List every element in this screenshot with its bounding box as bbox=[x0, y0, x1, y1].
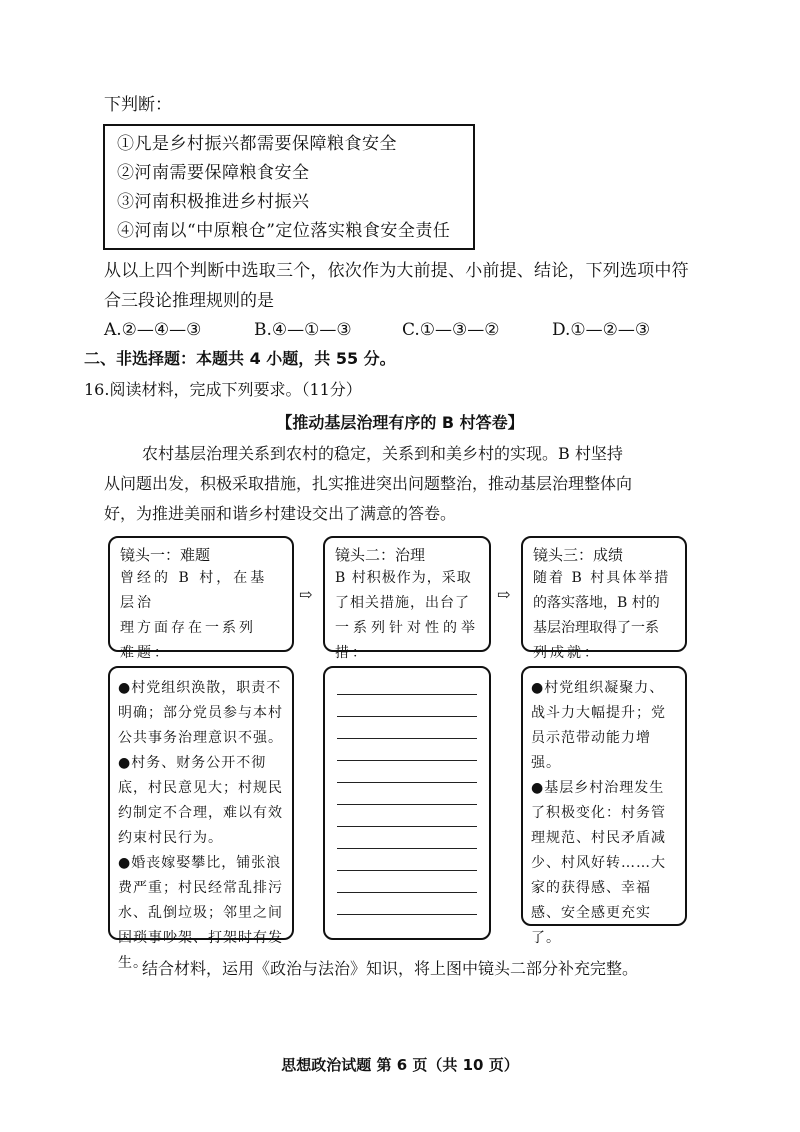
arrow-right-icon: ⇨ bbox=[299, 585, 313, 604]
paragraph-line-2: 从问题出发，积极采取措施，扎实推进突出问题整治，推动基层治理整体向 bbox=[104, 474, 633, 493]
shot-1-bullet-3: ●婚丧嫁娶攀比，铺张浪费严重；村民经常乱排污水、乱倒垃圾；邻里之间因琐事吵架、打架时有发生。 bbox=[118, 855, 283, 971]
paragraph-line-1: 农村基层治理关系到农村的稳定，关系到和美乡村的实现。B 村坚持 bbox=[142, 444, 623, 463]
judgment-box bbox=[103, 124, 475, 250]
answer-line bbox=[337, 738, 477, 739]
shot-3-bullet-1: ●村党组织凝聚力、战斗力大幅提升；党员示范带动能力增强。 bbox=[531, 680, 666, 771]
shot-2-head: 镜头二：治理 bbox=[335, 546, 426, 564]
answer-line bbox=[337, 760, 477, 761]
option-b[interactable]: B.④—①—③ bbox=[254, 320, 352, 340]
section-heading: 二、非选择题：本题共 4 小题，共 55 分。 bbox=[84, 349, 396, 368]
judgment-2: ②河南需要保障粮食安全 bbox=[117, 163, 310, 183]
intro-line: 下判断： bbox=[104, 95, 172, 115]
question-line-2: 合三段论推理规则的是 bbox=[104, 291, 274, 311]
shot-1-card bbox=[108, 536, 294, 661]
shot-3-card bbox=[521, 536, 687, 661]
question-line-1: 从以上四个判断中选取三个，依次作为大前提、小前提、结论，下列选项中符 bbox=[104, 261, 689, 281]
shot-3-body-2: 的落实落地，B 村的 bbox=[533, 595, 660, 611]
option-a[interactable]: A.②—④—③ bbox=[104, 320, 202, 340]
page-footer: 思想政治试题 第 6 页（共 10 页） bbox=[281, 1056, 519, 1074]
shot-2-body-1: B 村积极作为，采取 bbox=[335, 570, 472, 586]
shot-2-body-2: 了相关措施，出台了 bbox=[335, 595, 470, 611]
shot-3-bullet-2: ●基层乡村治理发生了积极变化：村务管理规范、村民矛盾减少、村风好转……大家的获得感、幸福感、安全感更充实了。 bbox=[531, 780, 666, 946]
judgment-4: ④河南以“中原粮仓”定位落实粮食安全责任 bbox=[117, 221, 451, 241]
material-title: 【推动基层治理有序的 B 村答卷】 bbox=[276, 413, 524, 432]
shot-2-body-4: 措： bbox=[335, 645, 369, 661]
shot-3-body-4: 列成就： bbox=[533, 645, 601, 661]
judgment-1: ①凡是乡村振兴都需要保障粮食安全 bbox=[117, 134, 397, 154]
answer-line bbox=[337, 914, 477, 915]
shot-1-bullet-2: ●村务、财务公开不彻底，村民意见大；村规民约制定不合理，难以有效约束村民行为。 bbox=[118, 755, 283, 846]
shot-3-head: 镜头三：成绩 bbox=[533, 546, 624, 564]
arrow-right-icon: ⇨ bbox=[497, 585, 511, 604]
shot-3-detail-card bbox=[521, 666, 687, 946]
answer-line bbox=[337, 892, 477, 893]
shot-2-card bbox=[323, 536, 491, 661]
answer-line bbox=[337, 826, 477, 827]
judgment-3: ③河南积极推进乡村振兴 bbox=[117, 192, 310, 212]
shot-3-body-3: 基层治理取得了一系 bbox=[533, 620, 659, 636]
answer-line bbox=[337, 870, 477, 871]
answer-line bbox=[337, 782, 477, 783]
shot-1-body-3: 难题： bbox=[120, 645, 171, 661]
answer-line bbox=[337, 694, 477, 695]
shot-3-body-1: 随着 B 村具体举措 bbox=[533, 570, 671, 586]
shot-2-answer-area[interactable] bbox=[323, 666, 491, 940]
shot-2-body-3: 一系列针对性的举 bbox=[335, 620, 479, 636]
shot-1-detail-card bbox=[108, 666, 294, 971]
shot-1-head: 镜头一：难题 bbox=[120, 546, 211, 564]
answer-line bbox=[337, 848, 477, 849]
question-16-stem: 16.阅读材料，完成下列要求。（11分） bbox=[84, 380, 362, 399]
option-c[interactable]: C.①—③—② bbox=[402, 320, 500, 340]
paragraph-line-3: 好，为推进美丽和谐乡村建设交出了满意的答卷。 bbox=[104, 504, 457, 523]
option-d[interactable]: D.①—②—③ bbox=[552, 320, 651, 340]
answer-line bbox=[337, 804, 477, 805]
task-line: 结合材料，运用《政治与法治》知识，将上图中镜头二部分补充完整。 bbox=[142, 959, 639, 978]
shot-1-body-2: 理方面存在一系列 bbox=[120, 620, 256, 636]
answer-line bbox=[337, 716, 477, 717]
shot-1-bullet-1: ●村党组织涣散，职责不明确；部分党员参与本村公共事务治理意识不强。 bbox=[118, 680, 283, 746]
shot-1-body-1: 曾经的 B 村，在基层治 bbox=[120, 570, 268, 611]
